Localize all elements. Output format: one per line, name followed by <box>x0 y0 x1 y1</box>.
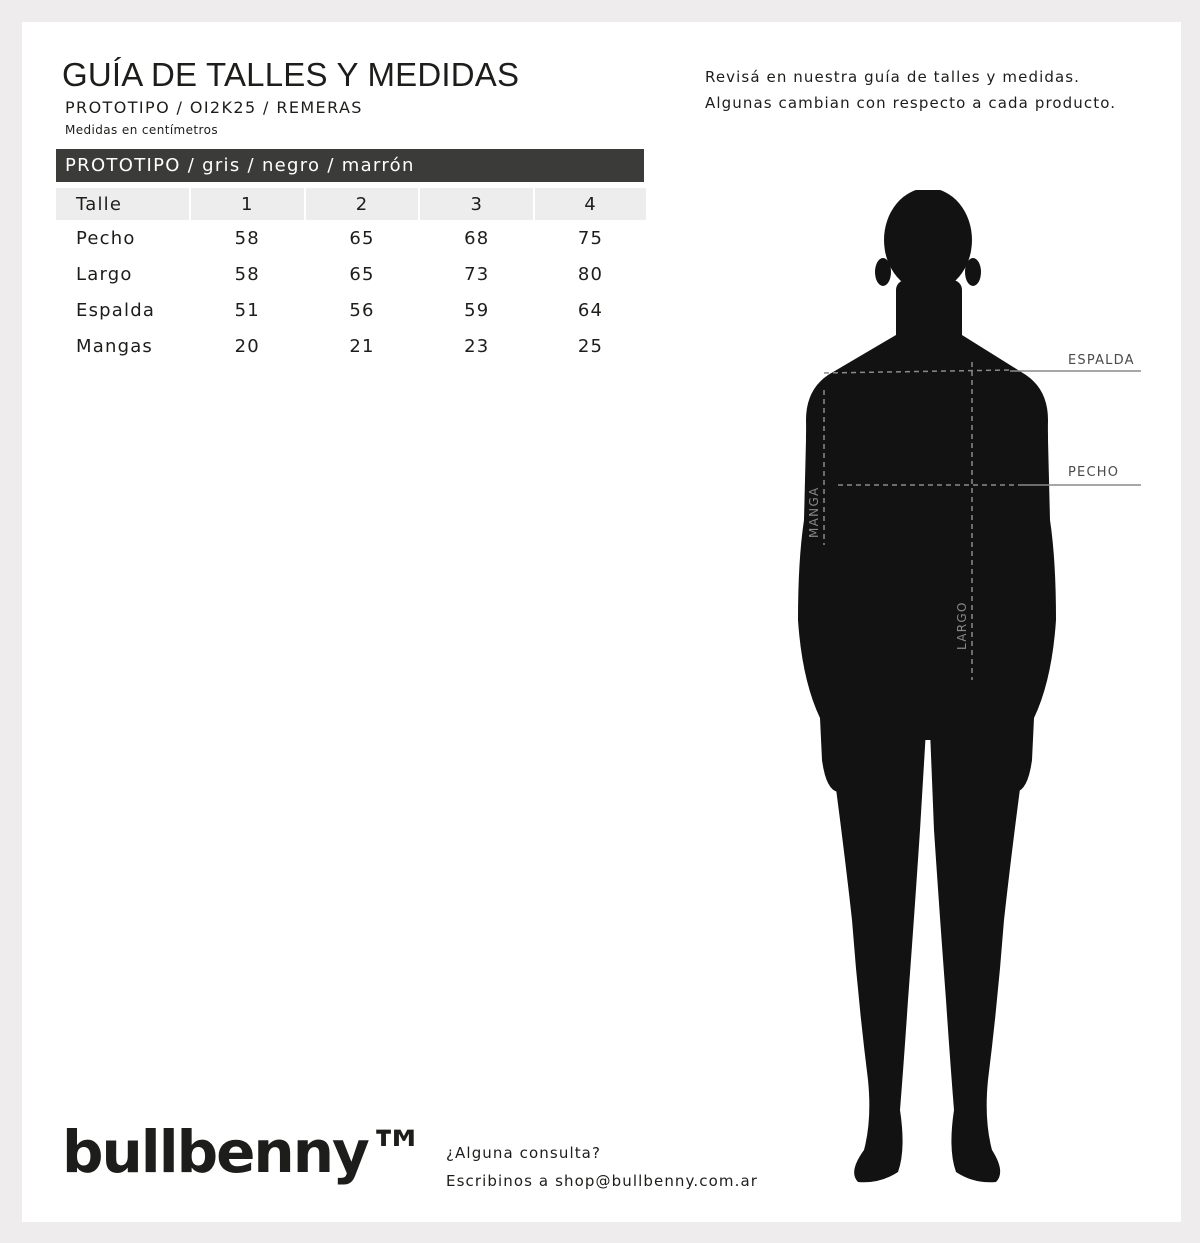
size-header: 4 <box>535 188 646 220</box>
contact-email[interactable]: Escribinos a shop@bullbenny.com.ar <box>446 1172 759 1190</box>
product-subtitle: PROTOTIPO / OI2K25 / REMERAS <box>65 98 363 117</box>
bullbenny-logo: bullbenny™ <box>62 1118 424 1186</box>
row-label: Espalda <box>76 299 156 321</box>
table-row <box>56 328 646 364</box>
contact-info <box>446 1139 758 1195</box>
size-header: 3 <box>420 188 533 220</box>
table-cell: 65 <box>349 227 375 249</box>
row-label: Largo <box>76 263 133 285</box>
size-table <box>56 188 646 364</box>
table-cell: 75 <box>577 227 604 249</box>
units-note: Medidas en centímetros <box>65 123 218 137</box>
contact-question: ¿Alguna consulta? <box>446 1144 602 1162</box>
table-cell: 58 <box>234 263 260 285</box>
table-header-row <box>56 188 646 220</box>
page-title: GUÍA DE TALLES Y MEDIDAS <box>62 56 520 93</box>
table-cell: 73 <box>464 263 490 285</box>
table-cell: 59 <box>464 299 490 321</box>
silhouette-figure <box>798 190 1056 1182</box>
largo-label: LARGO <box>955 601 969 650</box>
table-cell: 51 <box>234 299 260 321</box>
intro-text <box>705 64 1116 116</box>
pecho-label: PECHO <box>1068 465 1120 480</box>
table-cell: 64 <box>577 299 604 321</box>
body-silhouette-illustration <box>790 190 1150 1190</box>
table-header-label: Talle <box>56 188 189 220</box>
table-cell: 80 <box>577 263 604 285</box>
table-cell: 21 <box>349 335 375 357</box>
table-cell: 68 <box>464 227 490 249</box>
manga-label: MANGA <box>807 486 821 538</box>
intro-line-2: Algunas cambian con respecto a cada producto. <box>705 94 1117 112</box>
product-colors-bar: PROTOTIPO / gris / negro / marrón <box>56 149 644 182</box>
table-cell: 23 <box>464 335 490 357</box>
table-cell: 65 <box>349 263 375 285</box>
table-cell: 20 <box>234 335 260 357</box>
espalda-label: ESPALDA <box>1068 353 1135 368</box>
table-row <box>56 220 646 256</box>
table-cell: 56 <box>349 299 375 321</box>
table-row <box>56 292 646 328</box>
row-label: Pecho <box>76 227 136 249</box>
table-row <box>56 256 646 292</box>
intro-line-1: Revisá en nuestra guía de talles y medidas. <box>705 68 1081 86</box>
size-header: 2 <box>306 188 419 220</box>
table-cell: 25 <box>577 335 604 357</box>
size-header: 1 <box>191 188 304 220</box>
table-cell: 58 <box>234 227 260 249</box>
row-label: Mangas <box>76 335 154 357</box>
